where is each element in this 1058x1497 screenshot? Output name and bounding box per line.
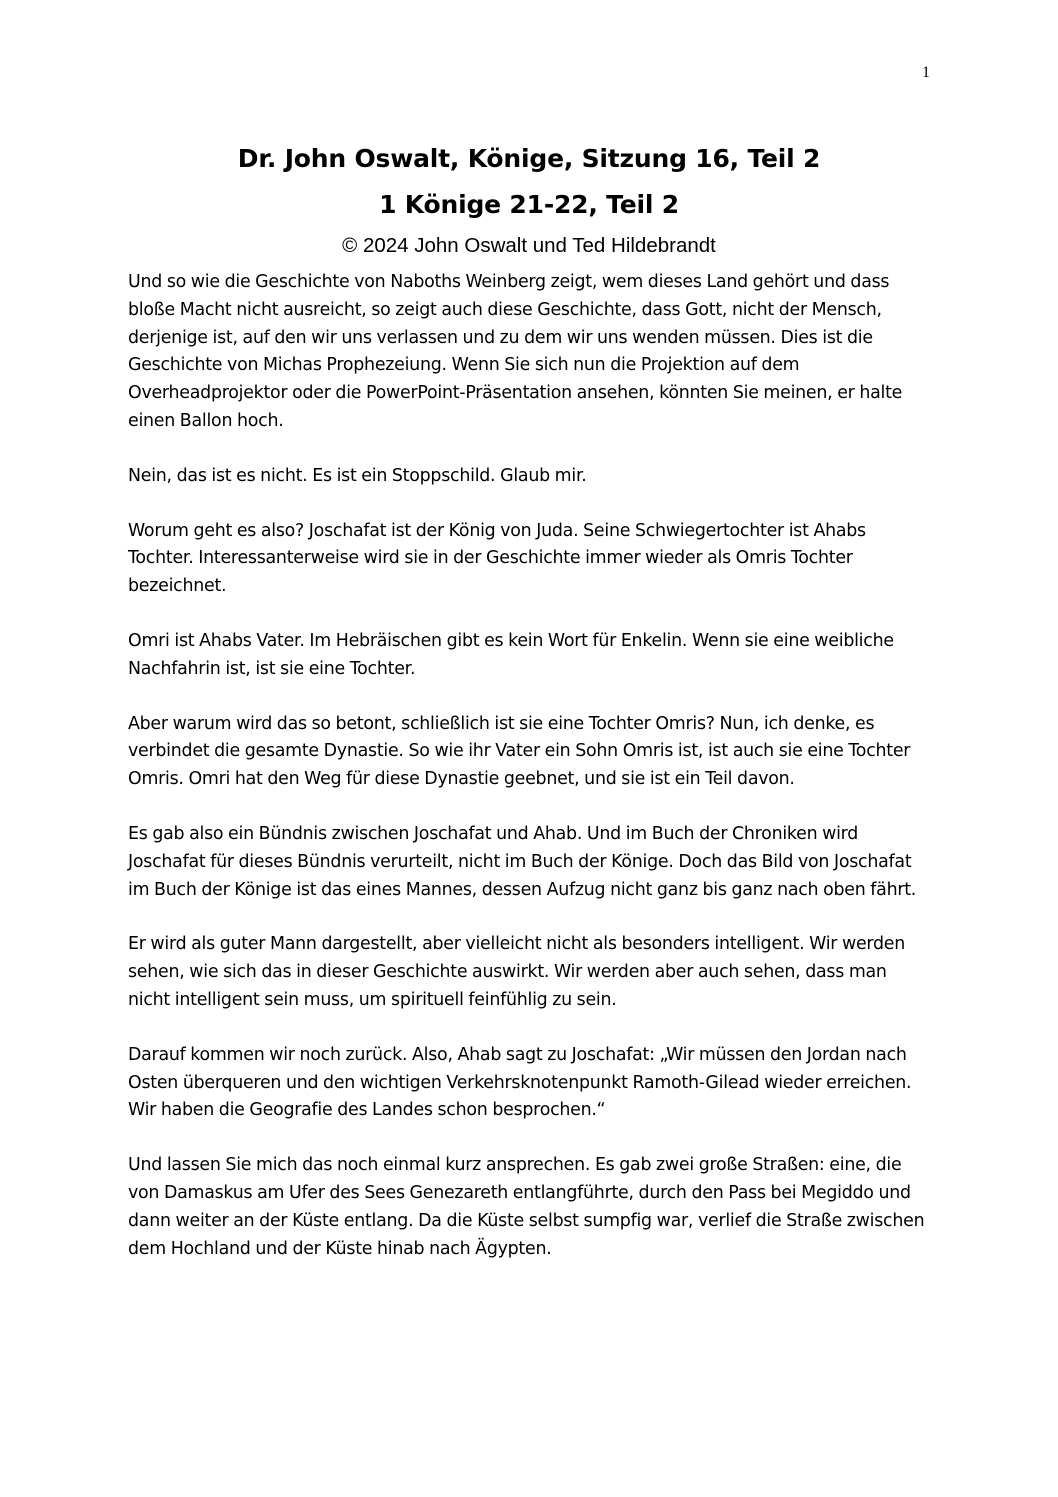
paragraph: Es gab also ein Bündnis zwischen Joschafat und Ahab. Und im Buch der Chroniken wird Joschafat für dieses Bündnis verurteilt, nicht im Buch der Könige. Doch das Bild von Joschafat im Buch der Könige ist das eines Mannes, dessen Aufzug nicht ganz bis ganz nach oben fährt. [128, 823, 917, 900]
document-body [128, 269, 928, 1290]
page-number: 1 [922, 64, 930, 81]
paragraph: Nein, das ist es nicht. Es ist ein Stoppschild. Glaub mir. [128, 465, 587, 486]
paragraph: Darauf kommen wir noch zurück. Also, Ahab sagt zu Joschafat: „Wir müssen den Jordan nach Osten überqueren und den wichtigen Verkehrsknotenpunkt Ramoth-Gilead wieder erreichen. Wir haben die Geografie des Landes schon besprochen.“ [128, 1044, 912, 1121]
copyright-notice: © 2024 John Oswalt und Ted Hildebrandt [342, 234, 716, 257]
paragraph: Worum geht es also? Joschafat ist der König von Juda. Seine Schwiegertochter ist Ahabs Tochter. Interessanterweise wird sie in der Geschichte immer wieder als Omris Tochter bezeichnet. [128, 520, 866, 597]
document-header [0, 136, 1058, 262]
document-subtitle: 1 Könige 21-22, Teil 2 [379, 190, 679, 219]
document-title: Dr. John Oswalt, Könige, Sitzung 16, Teil 2 [237, 144, 821, 173]
paragraph: Und lassen Sie mich das noch einmal kurz ansprechen. Es gab zwei große Straßen: eine, die von Damaskus am Ufer des Sees Genezareth entlangführte, durch den Pass bei Megiddo und dann weiter an der Küste entlang. Da die Küste selbst sumpfig war, verlief die Straße zwischen dem Hochland und der Küste hinab nach Ägypten. [128, 1155, 925, 1259]
paragraph: Und so wie die Geschichte von Naboths Weinberg zeigt, wem dieses Land gehört und dass bloße Macht nicht ausreicht, so zeigt auch diese Geschichte, dass Gott, nicht der Mensch, derjenige ist, auf den wir uns verlassen und zu dem wir uns wenden müssen. Dies ist die Geschichte von Michas Prophezeiung. Wenn Sie sich nun die Projektion auf dem Overheadprojektor oder die PowerPoint-Präsentation ansehen, könnten Sie meinen, er halte einen Ballon hoch. [128, 272, 903, 431]
paragraph: Er wird als guter Mann dargestellt, aber vielleicht nicht als besonders intelligent. Wir werden sehen, wie sich das in dieser Geschichte auswirkt. Wir werden aber auch sehen, dass man nicht intelligent sein muss, um spirituell feinfühlig zu sein. [128, 934, 906, 1010]
paragraph: Omri ist Ahabs Vater. Im Hebräischen gibt es kein Wort für Enkelin. Wenn sie eine weibliche Nachfahrin ist, ist sie eine Tochter. [128, 630, 894, 679]
paragraph: Aber warum wird das so betont, schließlich ist sie eine Tochter Omris? Nun, ich denke, es verbindet die gesamte Dynastie. So wie ihr Vater ein Sohn Omris ist, ist auch sie eine Tochter Omris. Omri hat den Weg für diese Dynastie geebnet, und sie ist ein Teil davon. [128, 713, 911, 790]
